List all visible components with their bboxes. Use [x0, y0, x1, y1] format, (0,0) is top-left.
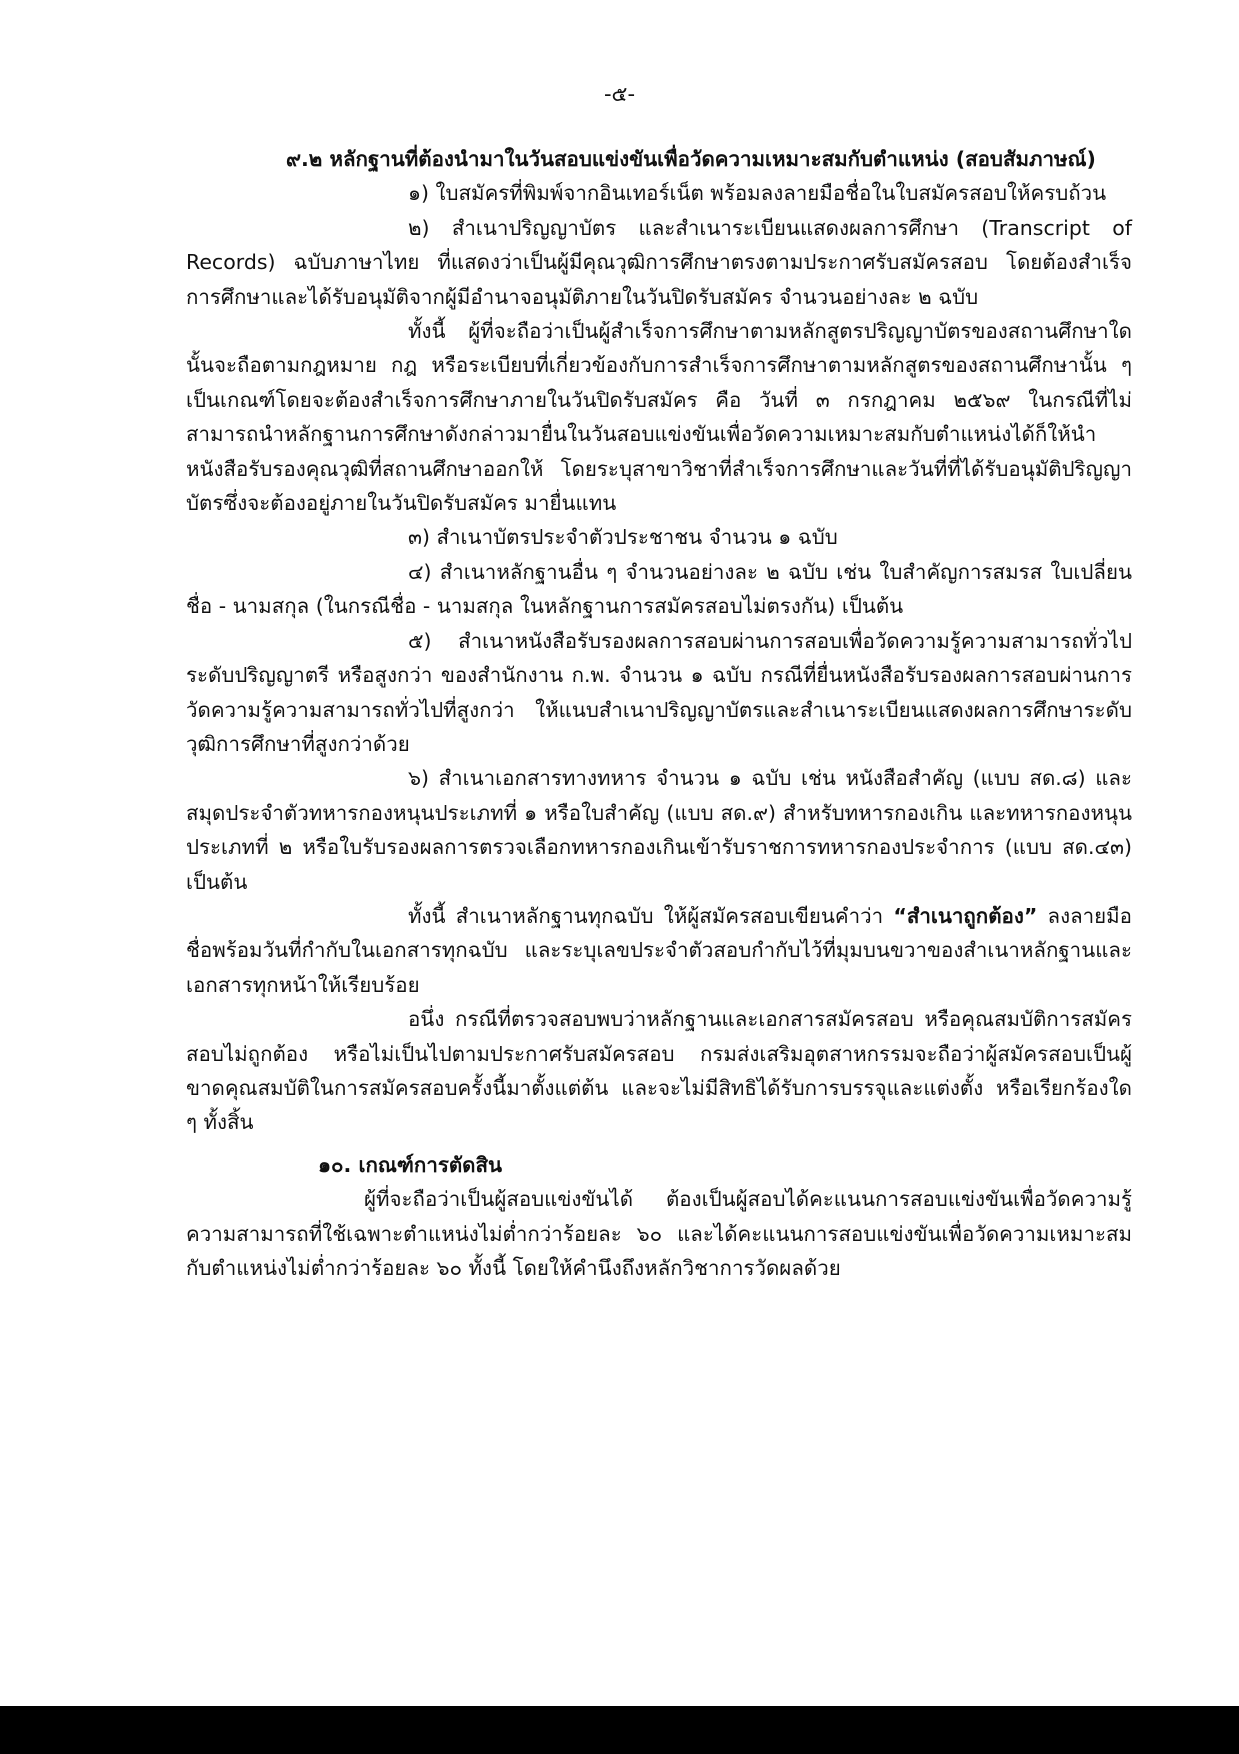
list-item: ๖) สำเนาเอกสารทางทหาร จำนวน ๑ ฉบับ เช่น หนังสือสำคัญ (แบบ สด.๘) และสมุดประจำตัวทหารกองหนุนประเภทที่ ๑ หรือใบสำคัญ (แบบ สด.๙) สำหรับทหารกองเกิน และทหารกองหนุนประเภทที่ ๒ หรือใบรับรองผลการตรวจเลือกทหารกองเกินเข้ารับราชการทหารกองประจำการ (แบบ สด.๔๓) เป็นต้น	[186, 766, 1132, 894]
copy-note-text: ทั้งนี้ สำเนาหลักฐานทุกฉบับ ให้ผู้สมัครสอบเขียนคำว่า	[408, 903, 894, 928]
certified-copy-phrase: “สำเนาถูกต้อง”	[893, 903, 1038, 928]
list-item: ๓) สำเนาบัตรประจำตัวประชาชน จำนวน ๑ ฉบับ	[408, 525, 838, 550]
section-9-2-heading: ๙.๒ หลักฐานที่ต้องนำมาในวันสอบแข่งขันเพื่อวัดความเหมาะสมกับตำแหน่ง (สอบสัมภาษณ์)	[286, 147, 1096, 171]
graduation-note-paragraph: ทั้งนี้ ผู้ที่จะถือว่าเป็นผู้สำเร็จการศึกษาตามหลักสูตรปริญญาบัตรของสถานศึกษาใดนั้นจะถือตามกฎหมาย กฎ หรือระเบียบที่เกี่ยวข้องกับการสำเร็จการศึกษาตามหลักสูตรของสถานศึกษานั้น ๆ เป็นเกณฑ์โดยจะต้องสำเร็จการศึกษาภายในวันปิดรับสมัคร คือ วันที่ ๓ กรกฎาคม ๒๕๖๙ ในกรณีที่ไม่สามารถนำหลักฐานการศึกษาดังกล่าวมายื่นในวันสอบแข่งขันเพื่อวัดความเหมาะสมกับตำแหน่งได้ก็ให้นำหนังสือรับรองคุณวุฒิที่สถานศึกษาออกให้ โดยระบุสาขาวิชาที่สำเร็จการศึกษาและวันที่ที่ได้รับอนุมัติปริญญาบัตรซึ่งจะต้องอยู่ภายในวันปิดรับสมัคร มายื่นแทน	[186, 319, 1132, 516]
scan-bottom-edge	[0, 1706, 1239, 1754]
section-10-body: ผู้ที่จะถือว่าเป็นผู้สอบแข่งขันได้ ต้องเป็นผู้สอบได้คะแนนการสอบแข่งขันเพื่อวัดความรู้ความสามารถที่ใช้เฉพาะตำแหน่งไม่ต่ำกว่าร้อยละ ๖๐ และได้คะแนนการสอบแข่งขันเพื่อวัดความเหมาะสมกับตำแหน่งไม่ต่ำกว่าร้อยละ ๖๐ ทั้งนี้ โดยให้คำนึงถึงหลักวิชาการวัดผลด้วย	[186, 1187, 1132, 1280]
page-number: -๕-	[603, 82, 636, 106]
copy-certification-paragraph	[186, 899, 1132, 1002]
list-item: ๔) สำเนาหลักฐานอื่น ๆ จำนวนอย่างละ ๒ ฉบับ เช่น ใบสำคัญการสมรส ใบเปลี่ยนชื่อ - นามสกุล (ในกรณีชื่อ - นามสกุล ในหลักฐานการสมัครสอบไม่ตรงกัน) เป็นต้น	[186, 559, 1132, 619]
copy-note-text: ลงลายมือชื่อพร้อมวันที่กำกับในเอกสารทุกฉบับ และระบุเลขประจำตัวสอบกำกับไว้ที่มุมบนขวาของสำเนาหลักฐานและเอกสารทุกหน้าให้เรียบร้อย	[186, 903, 1132, 997]
list-item: ๕) สำเนาหนังสือรับรองผลการสอบผ่านการสอบเพื่อวัดความรู้ความสามารถทั่วไประดับปริญญาตรี หรือสูงกว่า ของสำนักงาน ก.พ. จำนวน ๑ ฉบับ กรณีที่ยื่นหนังสือรับรองผลการสอบผ่านการวัดความรู้ความสามารถทั่วไปที่สูงกว่า ให้แนบสำเนาปริญญาบัตรและสำเนาระเบียนแสดงผลการศึกษาระดับวุฒิการศึกษาที่สูงกว่าด้วย	[186, 628, 1132, 756]
document-body	[186, 142, 1132, 1285]
list-item: ๑) ใบสมัครที่พิมพ์จากอินเทอร์เน็ต พร้อมลงลายมือชื่อในใบสมัครสอบให้ครบถ้วน	[408, 181, 1107, 206]
list-item: ๒) สำเนาปริญญาบัตร และสำเนาระเบียนแสดงผลการศึกษา (Transcript of Records) ฉบับภาษาไทย ที่แสดงว่าเป็นผู้มีคุณวุฒิการศึกษาตรงตามประกาศรับสมัครสอบ โดยต้องสำเร็จการศึกษาและได้รับอนุมัติจากผู้มีอำนาจอนุมัติภายในวันปิดรับสมัคร จำนวนอย่างละ ๒ ฉบับ	[186, 215, 1132, 309]
invalid-documents-paragraph: อนึ่ง กรณีที่ตรวจสอบพบว่าหลักฐานและเอกสารสมัครสอบ หรือคุณสมบัติการสมัครสอบไม่ถูกต้อง หรือไม่เป็นไปตามประกาศรับสมัครสอบ กรมส่งเสริมอุตสาหกรรมจะถือว่าผู้สมัครสอบเป็นผู้ขาดคุณสมบัติในการสมัครสอบครั้งนี้มาตั้งแต่ต้น และจะไม่มีสิทธิได้รับการบรรจุและแต่งตั้ง หรือเรียกร้องใด ๆ ทั้งสิ้น	[186, 1007, 1132, 1135]
section-10-heading: ๑๐. เกณฑ์การตัดสิน	[318, 1152, 502, 1177]
